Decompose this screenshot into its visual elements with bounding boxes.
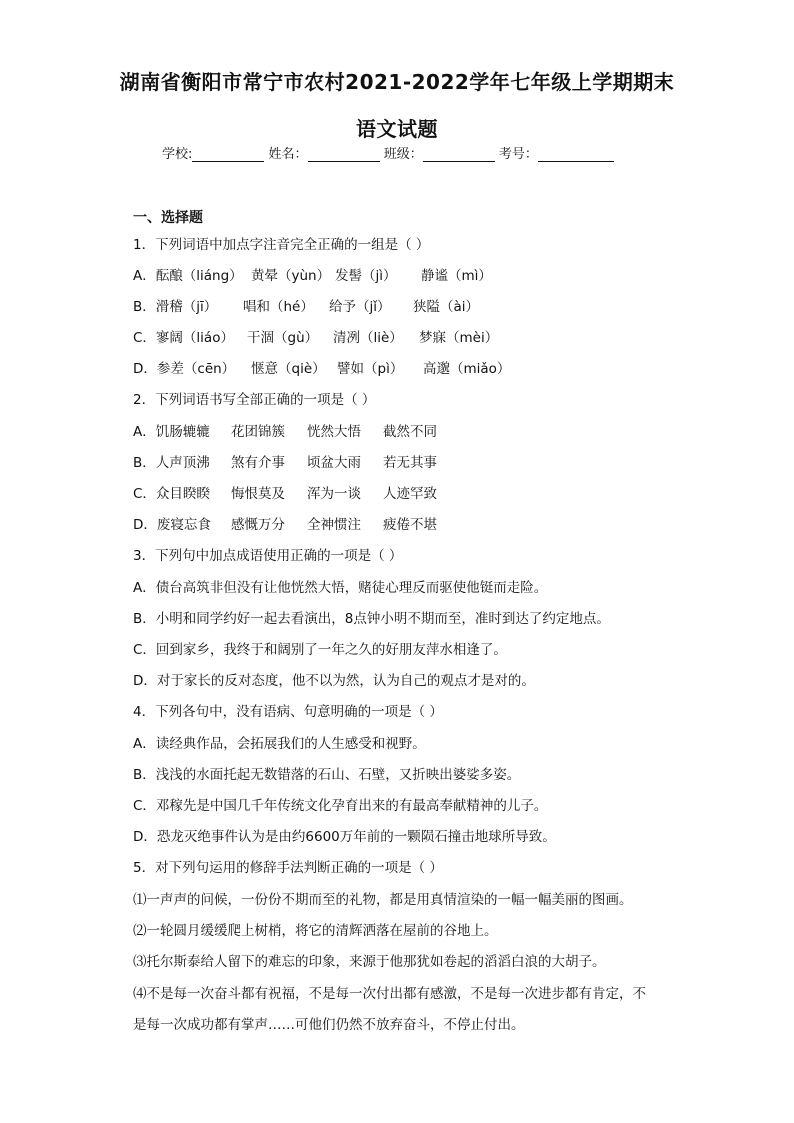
question-1-option-b[interactable]: B．滑稽（jī） 唱和（hé） 给予（jǐ） 狭隘（ài） (133, 299, 480, 315)
question-5-sentence-4-cont: 是每一次成功都有掌声……可他们仍然不放弃奋斗，不停止付出。 (133, 1017, 525, 1033)
name-blank[interactable] (308, 147, 380, 162)
question-5-sentence-3: ⑶托尔斯泰给人留下的难忘的印象，来源于他那犹如卷起的滔滔白浪的大胡子。 (133, 954, 606, 970)
section-heading: 一、选择题 (133, 210, 203, 226)
exam-title-line2: 语文试题 (356, 117, 438, 141)
question-1-option-d[interactable]: D．参差（cēn） 惬意（qiè） 譬如（pì） 高邈（miǎo） (133, 361, 511, 377)
question-2-option-c[interactable]: C．众目睽睽 悔恨莫及 浑为一谈 人迹罕致 (133, 486, 437, 502)
question-5-stem: 5．对下列句运用的修辞手法判断正确的一项是（ ） (133, 860, 443, 876)
question-3-option-b[interactable]: B．小明和同学约好一起去看演出，8点钟小明不期而至，准时到达了约定地点。 (133, 611, 610, 627)
question-5-sentence-4: ⑷不是每一次奋斗都有祝福，不是每一次付出都有感激，不是每一次进步都有肯定，不 (133, 986, 646, 1002)
question-2-option-d[interactable]: D．废寝忘食 感慨万分 全神惯注 疲倦不堪 (133, 517, 437, 533)
question-2-option-b[interactable]: B．人声顶沸 煞有介事 顷盆大雨 若无其事 (133, 455, 437, 471)
question-1-option-c[interactable]: C．寥阔（liáo） 干涸（gù） 清冽（liè） 梦寐（mèi） (133, 330, 499, 346)
name-label: 姓名： (268, 147, 308, 162)
question-3-stem: 3．下列句中加点成语使用正确的一项是（ ） (133, 548, 403, 564)
class-label: 班级： (383, 147, 423, 162)
exam-number-blank[interactable] (538, 147, 614, 162)
question-3-option-d[interactable]: D．对于家长的反对态度，他不以为然，认为自己的观点才是对的。 (133, 673, 535, 689)
question-4-option-a[interactable]: A．读经典作品，会拓展我们的人生感受和视野。 (133, 736, 426, 752)
question-3-option-a[interactable]: A．债台高筑非但没有让他恍然大悟，赌徒心理反而驱使他铤而走险。 (133, 580, 548, 596)
question-1-option-a[interactable]: A．酝酿（liáng） 黄晕（yùn） 发髻（jì） 静谧（mì） (133, 268, 492, 284)
student-info-row (162, 143, 614, 162)
class-blank[interactable] (423, 147, 495, 162)
question-3-option-c[interactable]: C．回到家乡，我终于和阔别了一年之久的好朋友萍水相逢了。 (133, 642, 507, 658)
question-2-option-a[interactable]: A．饥肠辘辘 花团锦簇 恍然大悟 截然不同 (133, 424, 437, 440)
question-5-sentence-1: ⑴一声声的问候，一份份不期而至的礼物，都是用真情渲染的一幅一幅美丽的图画。 (133, 892, 633, 908)
school-blank[interactable] (192, 147, 264, 162)
question-4-option-b[interactable]: B．浅浅的水面托起无数错落的石山、石壁，又折映出婆娑多姿。 (133, 767, 521, 783)
school-label: 学校: (162, 147, 193, 162)
question-5-sentence-2: ⑵一轮圆月缓缓爬上树梢，将它的清辉洒落在屋前的谷地上。 (133, 923, 498, 939)
exam-title-line1: 湖南省衡阳市常宁市农村2021-2022学年七年级上学期期末 (119, 70, 675, 94)
question-4-stem: 4．下列各句中，没有语病、句意明确的一项是（ ） (133, 704, 443, 720)
exam-number-label: 考号： (498, 147, 538, 162)
question-4-option-c[interactable]: C．邓稼先是中国几千年传统文化孕育出来的有最高奉献精神的儿子。 (133, 798, 548, 814)
question-2-stem: 2．下列词语书写全部正确的一项是（ ） (133, 392, 376, 408)
question-1-stem: 1．下列词语中加点字注音完全正确的一组是（ ） (133, 237, 430, 253)
question-4-option-d[interactable]: D．恐龙灭绝事件认为是由约6600万年前的一颗陨石撞击地球所导致。 (133, 829, 556, 845)
